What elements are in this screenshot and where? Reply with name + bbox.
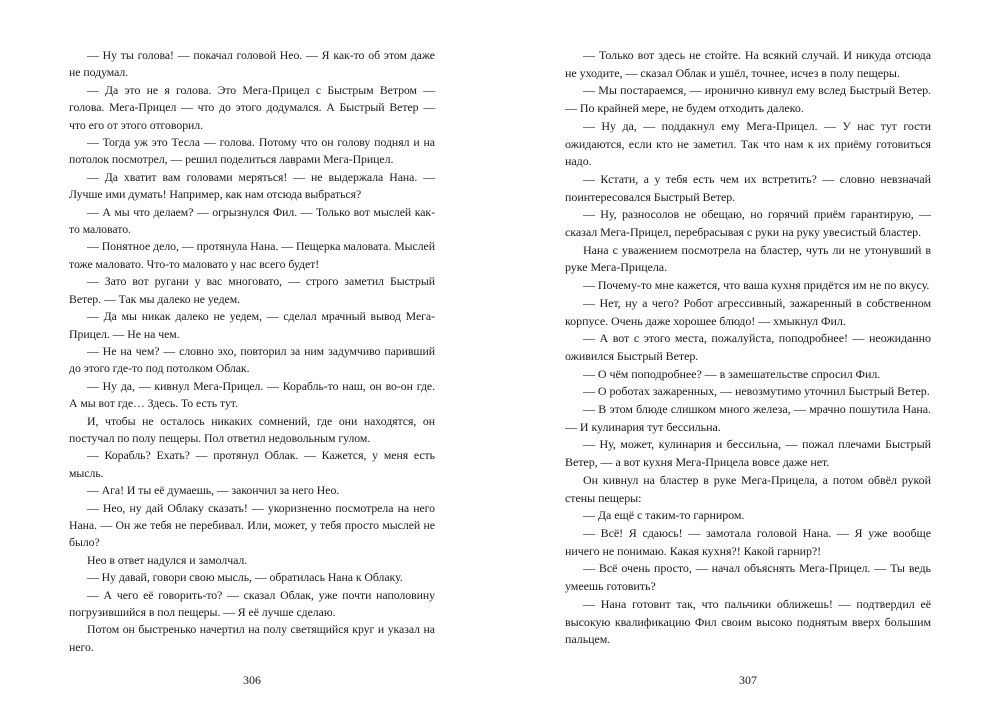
paragraph: — А мы что делаем? — огрызнулся Фил. — Только вот мыслей как-то маловато. — [69, 204, 435, 237]
paragraph: — Всё очень просто, — начал объяснять Мега-Прицел. — Ты ведь умеешь готовить? — [565, 561, 931, 594]
paragraph: Нео в ответ надулся и замолчал. — [87, 552, 248, 567]
paragraph: — Ага! И ты её думаешь, — закончил за него Нео. — [87, 483, 340, 498]
paragraph: — Ну, разносолов не обещаю, но горячий приём гарантирую, — сказал Мега-Прицел, перебрасывая с руки на руку увесистый бластер. — [565, 207, 931, 240]
paragraph: — Нео, ну дай Облаку сказать! — укоризненно посмотрела на него Нана. — Он же тебя не перебивал. Или, может, у тебя просто мыслей не было? — [69, 500, 435, 550]
paragraph: — Кстати, а у тебя есть чем их встретить? — словно невзначай поинтересовался Быстрый Ветер. — [565, 171, 931, 204]
paragraph: — Только вот здесь не стойте. На всякий случай. И никуда отсюда не уходите, — сказал Облак и ушёл, точнее, исчез в полу пещеры. — [565, 48, 931, 80]
paragraph: — Понятное дело, — протянула Нана. — Пещерка маловата. Мыслей тоже маловато. Что-то маловато у нас всего будет! — [69, 239, 435, 271]
paragraph: — Нана готовит так, что пальчики оближешь! — подтвердил её высокую квалификацию Фил своим высоко поднятым вверх большим пальцем. — [565, 596, 931, 647]
paragraph: — А вот с этого места, пожалуйста, поподробнее! — неожиданно оживился Быстрый Ветер. — [565, 331, 931, 363]
paragraph: — Тогда уж это Тесла — голова. Потому что он голову поднял и на потолок посмотрел, — решил поделиться лаврами Мега-Прицел. — [69, 135, 435, 167]
paragraph: — О роботах зажаренных, — невозмутимо уточнил Быстрый Ветер. — [583, 384, 930, 399]
paragraph: — Зато вот ругани у вас многовато, — строго заметил Быстрый Ветер. — Так мы далеко не уедем. — [69, 274, 435, 306]
paragraph: — Да хватит вам головами меряться! — не выдержала Нана. — Лучше ими думать! Например, как нам отсюда выбраться? — [69, 169, 435, 202]
left-page-number: 306 — [243, 673, 261, 687]
paragraph: — Ну да, — кивнул Мега-Прицел. — Корабль-то наш, он во-он где. А мы вот где… Здесь. То есть тут. — [69, 378, 435, 411]
paragraph: — Да мы никак далеко не уедем, — сделал мрачный вывод Мега-Прицел. — Не на чем. — [69, 309, 435, 341]
paragraph: — Мы постараемся, — иронично кивнул ему вслед Быстрый Ветер. — По крайней мере, не будем отходить далеко. — [565, 83, 931, 116]
paragraph: — Ну давай, говори свою мысль, — обратилась Нана к Облаку. — [87, 570, 403, 585]
paragraph: И, чтобы не осталось никаких сомнений, где они находятся, он постучал по полу пещеры. Пол ответил недовольным гулом. — [69, 413, 435, 445]
paragraph: — Нет, ну а чего? Робот агрессивный, зажаренный в собственном корпусе. Очень даже хорошее блюдо! — хмыкнул Фил. — [565, 295, 931, 328]
paragraph: — Почему-то мне кажется, что ваша кухня придётся им не по вкусу. — [583, 278, 930, 293]
paragraph: — Не на чем? — словно эхо, повторил за ним задумчиво паривший до этого где-то под потолком Облак. — [69, 343, 435, 376]
paragraph: Потом он быстренько начертил на полу светящийся круг и указал на него. — [69, 622, 435, 654]
paragraph: — Да это не я голова. Это Мега-Прицел с Быстрым Ветром — голова. Мега-Прицел — что до этого додумался. А Быстрый Ветер — что его от этого отговорил. — [69, 82, 435, 132]
right-page-text — [565, 47, 931, 649]
paragraph: — Ну ты голова! — покачал головой Нео. — Я как-то об этом даже не подумал. — [69, 48, 435, 80]
right-page-number: 307 — [739, 673, 757, 687]
paragraph: — Всё! Я сдаюсь! — замотала головой Нана. — Я уже вообще ничего не понимаю. Какая кухня?! Какой гарнир?! — [565, 525, 931, 558]
paragraph: — А чего её говорить-то? — сказал Облак, уже почти наполовину погрузившийся в пол пещеры. — Я её лучше сделаю. — [69, 587, 435, 619]
paragraph: — О чём поподробнее? — в замешательстве спросил Фил. — [583, 366, 881, 381]
paragraph: — В этом блюде слишком много железа, — мрачно пошутила Нана. — И кулинария тут бессильна. — [565, 402, 931, 434]
paragraph: — Ну да, — поддакнул ему Мега-Прицел. — У нас тут гости ожидаются, если кто не заметил. Так что нам к их приёму готовиться надо. — [565, 118, 931, 169]
paragraph: Нана с уважением посмотрела на бластер, чуть ли не утонувший в руке Мега-Прицела. — [565, 242, 931, 275]
paragraph: — Да ещё с таким-то гарниром. — [583, 508, 745, 523]
paragraph: Он кивнул на бластер в руке Мега-Прицела, а потом обвёл рукой стены пещеры: — [565, 472, 931, 505]
paragraph: — Корабль? Ехать? — протянул Облак. — Кажется, у меня есть мысль. — [69, 448, 435, 480]
left-page-text — [69, 47, 435, 656]
paragraph: — Ну, может, кулинария и бессильна, — пожал плечами Быстрый Ветер, — а вот кухня Мега-Прицела вовсе даже нет. — [565, 437, 931, 470]
